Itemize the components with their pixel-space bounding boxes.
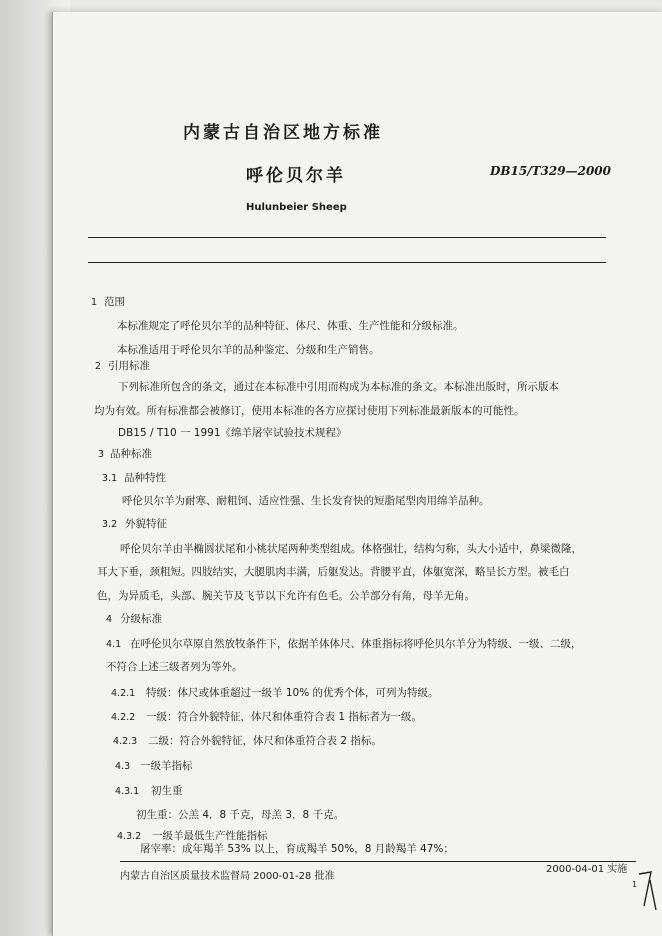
section-4-3-2-heading: 一级羊最低生产性能指标: [152, 830, 268, 842]
section-4-3-1-heading: 初生重: [151, 785, 183, 797]
section-3-1-heading: 品种特性: [124, 472, 166, 484]
section-1-paragraph-1: 本标准规定了呼伦贝尔羊的品种特征、体尺、体重、生产性能和分级标准。: [117, 320, 464, 332]
section-4-2-2-number: 4.2.2: [111, 712, 136, 723]
section-4-number: 4: [106, 614, 113, 625]
section-3-2-heading: 外貌特征: [125, 518, 167, 530]
english-title: Hulunbeier Sheep: [246, 202, 347, 213]
section-4-1-paragraph-line-1: 在呼伦贝尔草原自然放牧条件下，依据羊体体尺、体重指标将呼伦贝尔羊分为特级、一级、二级，: [130, 638, 582, 650]
section-4-3-heading: 一级羊指标: [140, 760, 193, 772]
approval-line: 内蒙古自治区质量技术监督局 2000-01-28 批准: [120, 871, 335, 882]
section-4-2-1-paragraph: 特级：体尺或体重超过一级羊 10% 的优秀个体，可列为特级。: [146, 687, 439, 699]
page-number: 1: [632, 880, 638, 889]
section-3-2-number: 3.2: [102, 519, 118, 530]
section-4-3-number: 4.3: [115, 761, 131, 772]
section-1-paragraph-2: 本标准适用于呼伦贝尔羊的品种鉴定、分级和生产销售。: [117, 344, 380, 356]
section-4-2-3-paragraph: 二级：符合外貌特征，体尺和体重符合表 2 指标。: [148, 735, 382, 747]
section-3-1-paragraph: 呼伦贝尔羊为耐寒、耐粗饲、适应性强、生长发育快的短脂尾型肉用绵羊品种。: [122, 495, 490, 507]
section-1-heading: 范围: [104, 296, 125, 308]
section-4-2-2-paragraph: 一级：符合外貌特征，体尺和体重符合表 1 指标者为一级。: [146, 711, 422, 723]
section-4-3-2-number: 4.3.2: [117, 831, 142, 842]
section-4-1-number: 4.1: [106, 639, 122, 650]
section-3-2-paragraph-line-2: 耳大下垂，颈粗短。四肢结实，大腿肌肉丰满，后躯发达。背腰平直，体躯宽深，略呈长方型。被毛白: [97, 566, 570, 578]
region-standard-title: 内蒙古自治区地方标准: [183, 123, 383, 143]
section-2-heading: 引用标准: [108, 360, 150, 372]
section-4-3-1-paragraph: 初生重：公羔 4．8 千克，母羔 3．8 千克。: [136, 809, 345, 821]
section-4-3-1-number: 4.3.1: [115, 786, 140, 797]
section-3-2-paragraph-line-3: 色，为异质毛，头部、腕关节及飞节以下允许有色毛。公羊部分有角，母羊无角。: [97, 590, 475, 602]
section-2-reference: DB15 / T10 一 1991《绵羊屠宰试验技术规程》: [118, 427, 347, 439]
section-3-number: 3: [98, 449, 105, 460]
section-2-paragraph-line-1: 下列标准所包含的条文，通过在本标准中引用而构成为本标准的条文。本标准出版时，所示版本: [118, 381, 559, 393]
header-rule-lower: [88, 262, 606, 263]
section-4-1-paragraph-line-2: 不符合上述三级者列为等外。: [106, 661, 243, 673]
standard-code: DB15/T329—2000: [490, 164, 612, 178]
section-4-2-1-number: 4.2.1: [111, 688, 136, 699]
section-4-heading: 分级标准: [120, 613, 162, 625]
section-2-number: 2: [95, 361, 102, 372]
section-3-heading: 品种标准: [110, 448, 152, 460]
header-rule: [88, 237, 606, 238]
section-4-2-3-number: 4.2.3: [113, 736, 138, 747]
document-title: 呼伦贝尔羊: [246, 166, 346, 186]
section-1-number: 1: [91, 297, 98, 308]
section-3-2-paragraph-line-1: 呼伦贝尔羊由半椭圆状尾和小桃状尾两种类型组成。体格强壮，结构匀称，头大小适中，鼻梁微隆，: [120, 543, 582, 555]
implementation-date: 2000-04-01 实施: [546, 864, 628, 875]
section-4-3-2-paragraph: 屠宰率：成年羯羊 53% 以上，育成羯羊 50%，8 月龄羯羊 47%；: [140, 843, 454, 855]
handwritten-mark-icon: [636, 868, 660, 918]
section-2-paragraph-line-2: 均为有效。所有标准都会被修订，使用本标准的各方应探讨使用下列标准最新版本的可能性。: [94, 405, 525, 417]
section-3-1-number: 3.1: [102, 473, 118, 484]
